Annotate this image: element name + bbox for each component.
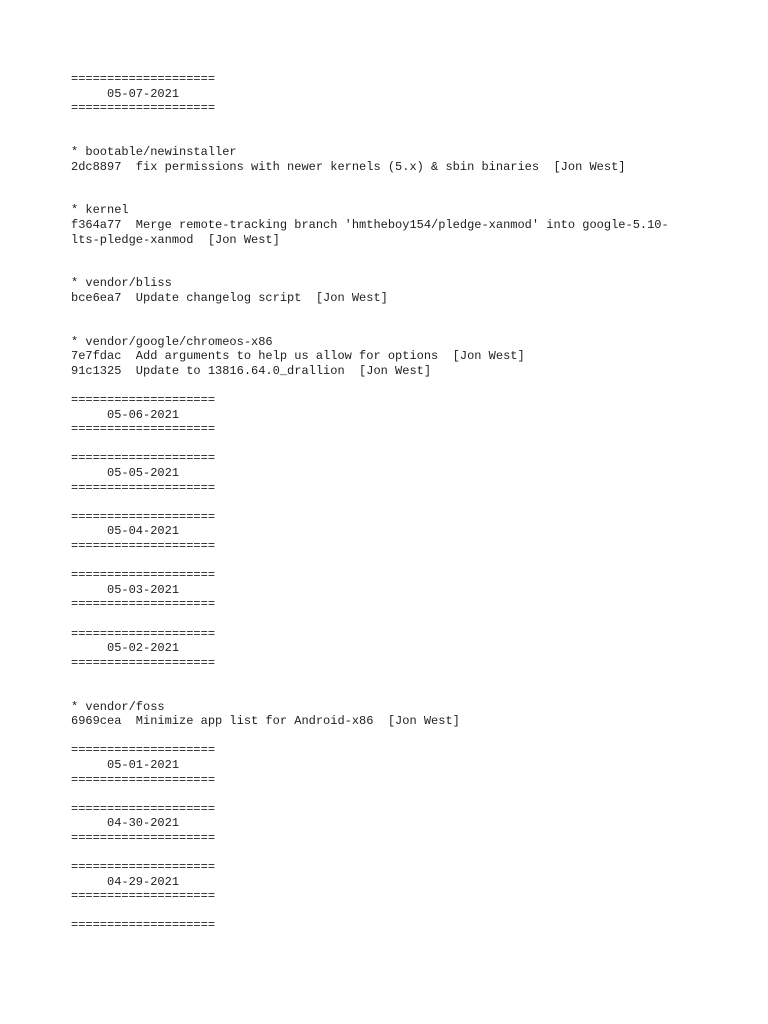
blank-line	[71, 685, 731, 700]
blank-line	[71, 437, 731, 452]
project-heading: * kernel	[71, 203, 129, 218]
project-heading: * vendor/bliss	[71, 276, 172, 291]
separator-line: ====================	[71, 568, 216, 583]
separator-line: ====================	[71, 101, 216, 116]
blank-line	[71, 612, 731, 627]
blank-line	[71, 189, 731, 204]
blank-line	[71, 247, 731, 262]
blank-line	[71, 729, 731, 744]
blank-line	[71, 320, 731, 335]
separator-line: ====================	[71, 830, 216, 845]
separator-line: ====================	[71, 72, 216, 86]
project-heading: * vendor/foss	[71, 699, 165, 714]
separator-line: ====================	[71, 626, 216, 641]
commit-line: 7e7fdac Add arguments to help us allow for options [Jon West]	[71, 349, 525, 364]
blank-line	[71, 787, 731, 802]
separator-line: ====================	[71, 889, 216, 904]
date-heading: 05-05-2021	[71, 466, 180, 481]
commit-line: 6969cea Minimize app list for Android-x86 [Jon West]	[71, 714, 460, 729]
changelog-document	[71, 72, 731, 933]
separator-line: ====================	[71, 918, 216, 933]
commit-line: f364a77 Merge remote-tracking branch 'hmtheboy154/pledge-xanmod' into google-5.10-	[71, 217, 669, 232]
separator-line: ====================	[71, 655, 216, 670]
separator-line: ====================	[71, 451, 216, 466]
date-heading: 05-01-2021	[71, 757, 180, 772]
blank-line	[71, 554, 731, 569]
separator-line: ====================	[71, 801, 216, 816]
separator-line: ====================	[71, 743, 216, 758]
blank-line	[71, 845, 731, 860]
commit-line: 2dc8897 fix permissions with newer kernels (5.x) & sbin binaries [Jon West]	[71, 159, 626, 174]
date-heading: 05-03-2021	[71, 582, 180, 597]
commit-line: bce6ea7 Update changelog script [Jon West]	[71, 290, 388, 305]
commit-line: lts-pledge-xanmod [Jon West]	[71, 232, 280, 247]
date-heading: 05-06-2021	[71, 407, 180, 422]
date-heading: 05-04-2021	[71, 524, 180, 539]
separator-line: ====================	[71, 597, 216, 612]
blank-line	[71, 904, 731, 919]
date-heading: 04-29-2021	[71, 874, 180, 889]
separator-line: ====================	[71, 480, 216, 495]
project-heading: * bootable/newinstaller	[71, 144, 237, 159]
date-heading: 04-30-2021	[71, 816, 180, 831]
blank-line	[71, 116, 731, 131]
separator-line: ====================	[71, 393, 216, 408]
project-heading: * vendor/google/chromeos-x86	[71, 334, 273, 349]
blank-line	[71, 174, 731, 189]
blank-line	[71, 670, 731, 685]
separator-line: ====================	[71, 539, 216, 553]
separator-line: ====================	[71, 422, 216, 437]
date-heading: 05-02-2021	[71, 641, 180, 656]
blank-line	[71, 378, 731, 393]
separator-line: ====================	[71, 860, 216, 875]
separator-line: ====================	[71, 772, 216, 787]
date-heading: 05-07-2021	[71, 86, 180, 101]
blank-line	[71, 495, 731, 510]
blank-line	[71, 306, 731, 321]
separator-line: ====================	[71, 509, 216, 524]
blank-line	[71, 130, 731, 145]
commit-line: 91c1325 Update to 13816.64.0_drallion [Jon West]	[71, 363, 432, 378]
blank-line	[71, 262, 731, 277]
